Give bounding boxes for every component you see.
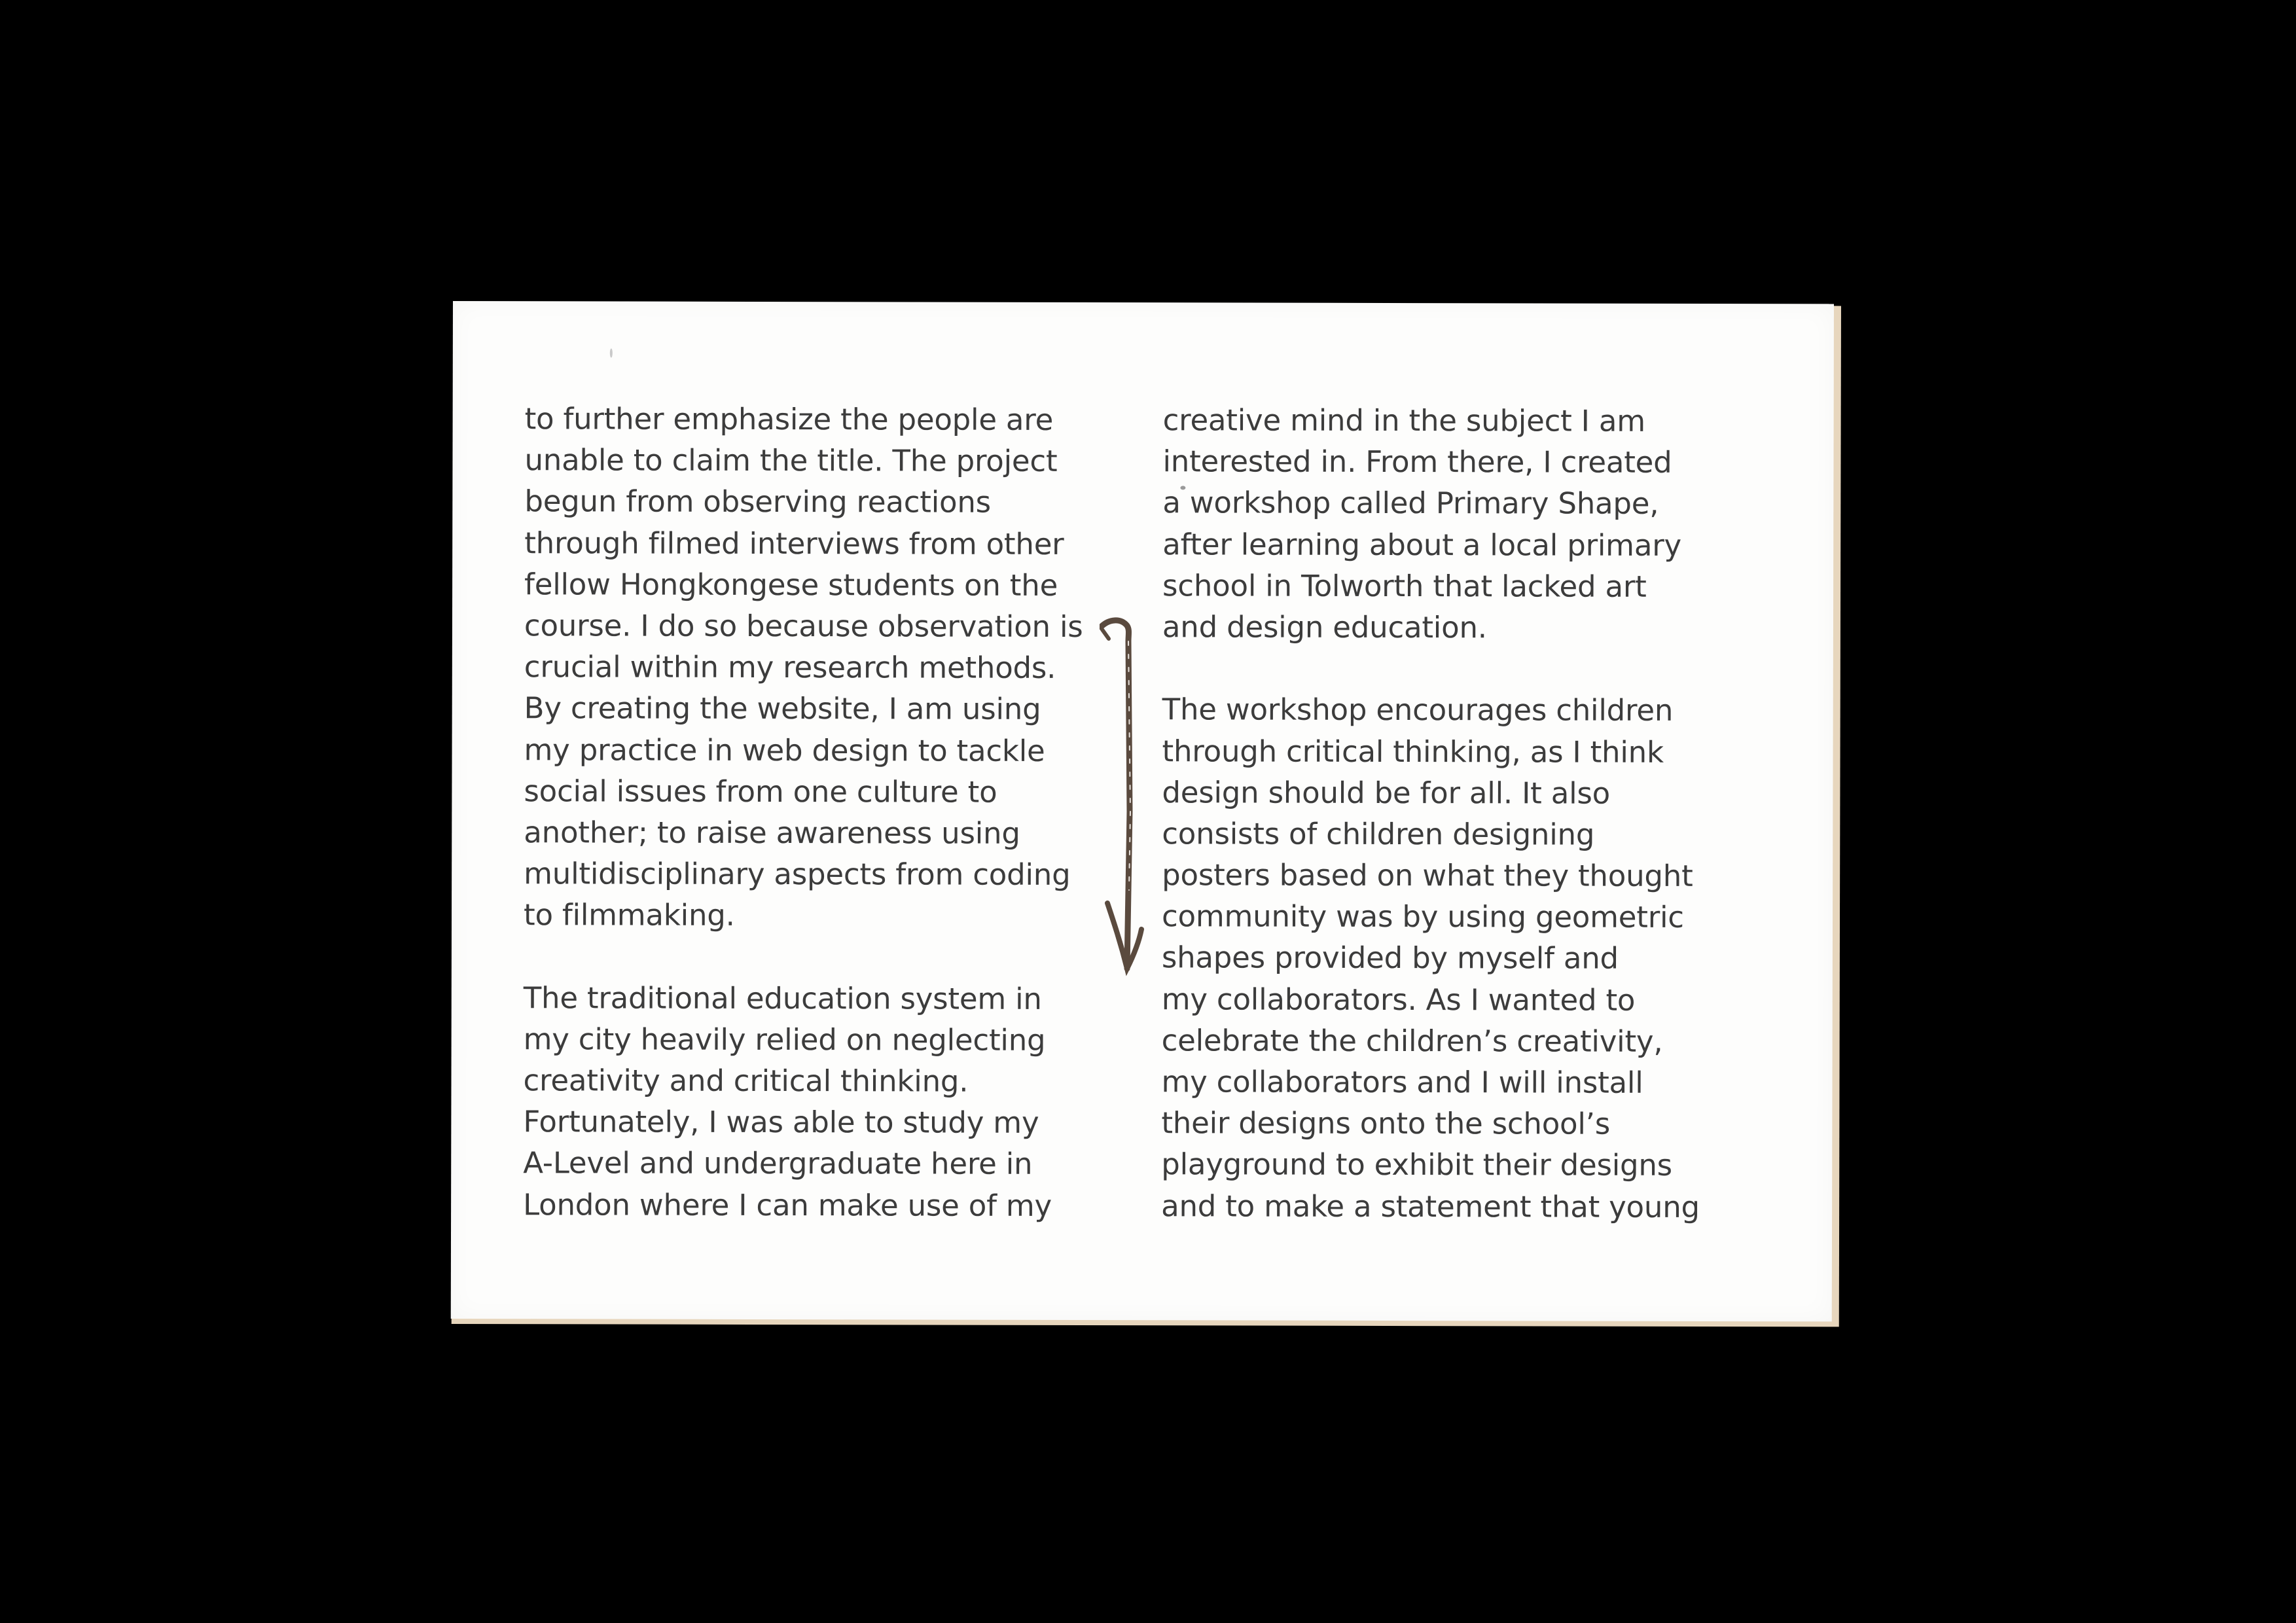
text-line: social issues from one culture to (524, 773, 997, 810)
text-line: interested in. From there, I created (1162, 444, 1672, 480)
text-line: A-Level and undergraduate here in (523, 1145, 1033, 1182)
right-paragraph-1 (1162, 399, 1702, 649)
right-page (1141, 302, 1834, 1321)
left-paragraph-1 (524, 398, 1083, 936)
text-line: begun from observing reactions (524, 484, 992, 520)
text-line: Fortunately, I was able to study my (523, 1104, 1039, 1141)
text-line: my practice in web design to tackle (524, 732, 1045, 768)
text-line: crucial within my research methods. (524, 649, 1056, 686)
text-line: celebrate the children’s creativity, (1161, 1023, 1663, 1059)
right-page-text (1161, 399, 1701, 1227)
text-line: creativity and critical thinking. (523, 1063, 969, 1099)
left-paragraph-2 (523, 977, 1082, 1226)
text-line: a workshop called Primary Shape, (1162, 485, 1659, 522)
text-line: design should be for all. It also (1162, 774, 1611, 811)
text-line: playground to exhibit their designs (1161, 1147, 1673, 1183)
text-line: community was by using geometric (1161, 899, 1684, 935)
text-line: and to make a statement that young (1161, 1188, 1700, 1224)
paragraph-gap (1162, 647, 1701, 690)
text-line: consists of children designing (1162, 816, 1595, 852)
text-line: and design education. (1162, 609, 1487, 645)
text-line: creative mind in the subject I am (1162, 402, 1645, 438)
text-line: multidisciplinary aspects from coding (524, 856, 1071, 893)
text-line: to further emphasize the people are (524, 401, 1054, 437)
text-line: school in Tolworth that lacked art (1162, 568, 1647, 604)
text-line: shapes provided by myself and (1161, 940, 1619, 976)
text-line: The traditional education system in (523, 980, 1042, 1016)
text-line: The workshop encourages children (1162, 692, 1674, 728)
left-page-text (523, 398, 1083, 1226)
right-paragraph-2 (1161, 689, 1701, 1228)
text-line: my city heavily relied on neglecting (523, 1022, 1046, 1058)
text-line: another; to raise awareness using (524, 815, 1020, 851)
text-line: through critical thinking, as I think (1162, 733, 1664, 770)
text-line: posters based on what they thought (1162, 857, 1693, 894)
text-line: my collaborators and I will install (1161, 1064, 1643, 1100)
text-line: course. I do so because observation is (524, 608, 1083, 644)
text-line: after learning about a local primary (1162, 526, 1682, 563)
paragraph-gap (524, 936, 1083, 978)
text-line: through filmed interviews from other (524, 525, 1064, 562)
text-line: to filmmaking. (523, 897, 735, 933)
left-page (451, 301, 1143, 1320)
text-line: my collaborators. As I wanted to (1161, 981, 1636, 1018)
text-line: By creating the website, I am using (524, 690, 1041, 727)
text-line: their designs onto the school’s (1161, 1105, 1611, 1141)
text-line: fellow Hongkongese students on the (524, 566, 1058, 603)
thread-stitch-icon (1100, 615, 1152, 982)
text-line: unable to claim the title. The project (524, 442, 1058, 479)
text-line: London where I can make use of my (523, 1186, 1052, 1223)
